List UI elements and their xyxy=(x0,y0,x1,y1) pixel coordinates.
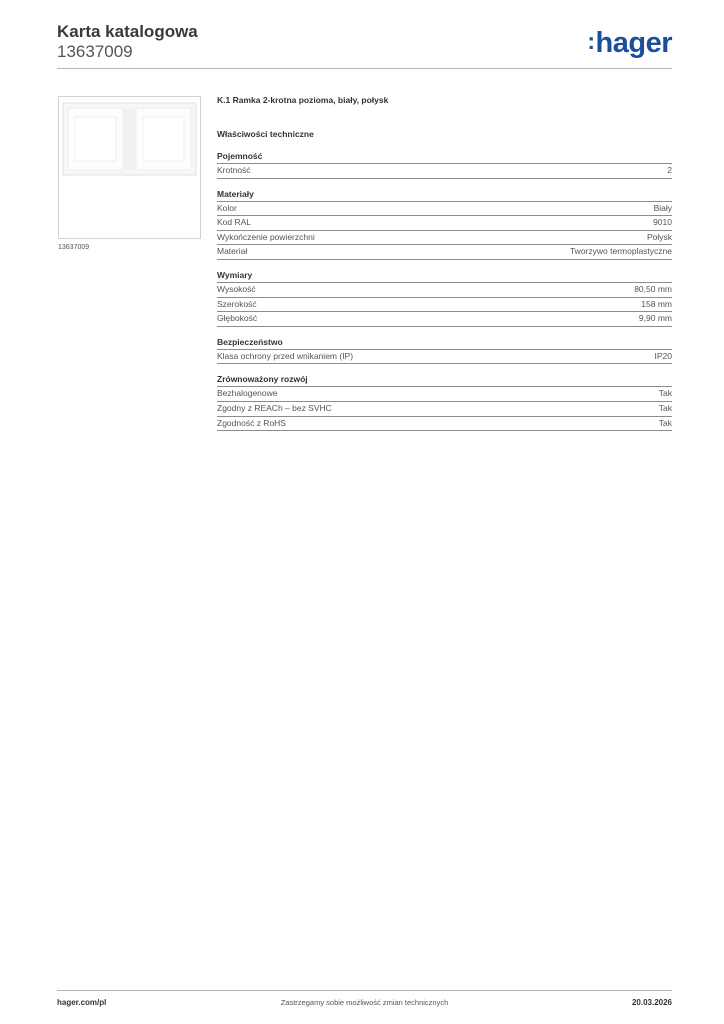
spec-value: 158 mm xyxy=(641,298,672,309)
spec-label: Materiał xyxy=(217,246,248,257)
spec-row xyxy=(217,283,672,298)
spec-value: Tak xyxy=(658,417,672,428)
spec-label: Zgodność z RoHS xyxy=(217,417,286,428)
spec-value: 2 xyxy=(667,165,672,175)
spec-label: Krotność xyxy=(217,165,251,175)
product-image xyxy=(58,96,201,239)
spec-row xyxy=(217,164,672,179)
spec-value: IP20 xyxy=(654,350,672,361)
product-code: 13637009 xyxy=(57,42,133,61)
spec-value: 9010 xyxy=(653,217,672,228)
section-sustainability xyxy=(217,374,672,431)
spec-value: Tworzywo termoplastyczne xyxy=(569,246,672,257)
spec-value: Tak xyxy=(658,402,672,413)
spec-row xyxy=(217,312,672,327)
spec-row xyxy=(217,216,672,231)
section-title: Pojemność xyxy=(217,151,672,164)
hager-logo xyxy=(587,26,672,58)
section-title: Zrównoważony rozwój xyxy=(217,374,672,387)
image-caption: 13637009 xyxy=(58,244,90,251)
spec-row xyxy=(217,231,672,246)
section-title: Materiały xyxy=(217,189,672,202)
section-title: Bezpieczeństwo xyxy=(217,337,672,350)
document-header xyxy=(57,22,198,62)
spec-value: 80,50 mm xyxy=(634,283,672,294)
technical-properties-heading: Właściwości techniczne xyxy=(217,129,314,139)
spec-row xyxy=(217,387,672,402)
footer-website-link[interactable]: hager.com/pl xyxy=(57,998,107,1007)
spec-label: Wysokość xyxy=(217,283,256,294)
logo-dots: : xyxy=(587,28,595,54)
spec-row xyxy=(217,202,672,217)
spec-row xyxy=(217,350,672,365)
spec-label: Zgodny z REACh – bez SVHC xyxy=(217,402,332,413)
product-details xyxy=(217,95,672,431)
section-materials xyxy=(217,189,672,260)
frame-illustration xyxy=(59,97,200,238)
footer-date: 20.03.2026 xyxy=(631,998,672,1007)
spec-row xyxy=(217,417,672,432)
section-dimensions xyxy=(217,270,672,327)
spec-label: Kolor xyxy=(217,202,237,213)
section-capacity xyxy=(217,151,672,179)
footer-disclaimer: Zastrzegamy sobie możliwość zmian technicznych xyxy=(280,998,449,1007)
spec-row xyxy=(217,402,672,417)
spec-row xyxy=(217,298,672,313)
section-title: Wymiary xyxy=(217,270,672,283)
logo-text: hager xyxy=(595,27,672,59)
header-divider xyxy=(57,68,672,69)
footer-divider xyxy=(57,990,672,991)
spec-value: 9,90 mm xyxy=(638,313,672,324)
spec-label: Głębokość xyxy=(217,313,258,324)
product-name: K.1 Ramka 2-krotna pozioma, biały, połysk xyxy=(217,95,389,105)
document-title: Karta katalogowa xyxy=(57,22,198,41)
spec-label: Bezhalogenowe xyxy=(217,388,278,399)
spec-label: Szerokość xyxy=(217,298,257,309)
page-footer xyxy=(57,998,672,1010)
spec-row xyxy=(217,245,672,260)
spec-value: Połysk xyxy=(646,231,672,242)
spec-label: Kod RAL xyxy=(217,217,252,228)
spec-label: Wykończenie powierzchni xyxy=(217,231,315,242)
spec-value: Biały xyxy=(653,202,672,213)
spec-label: Klasa ochrony przed wnikaniem (IP) xyxy=(217,350,354,361)
section-safety xyxy=(217,337,672,365)
spec-value: Tak xyxy=(658,388,672,399)
